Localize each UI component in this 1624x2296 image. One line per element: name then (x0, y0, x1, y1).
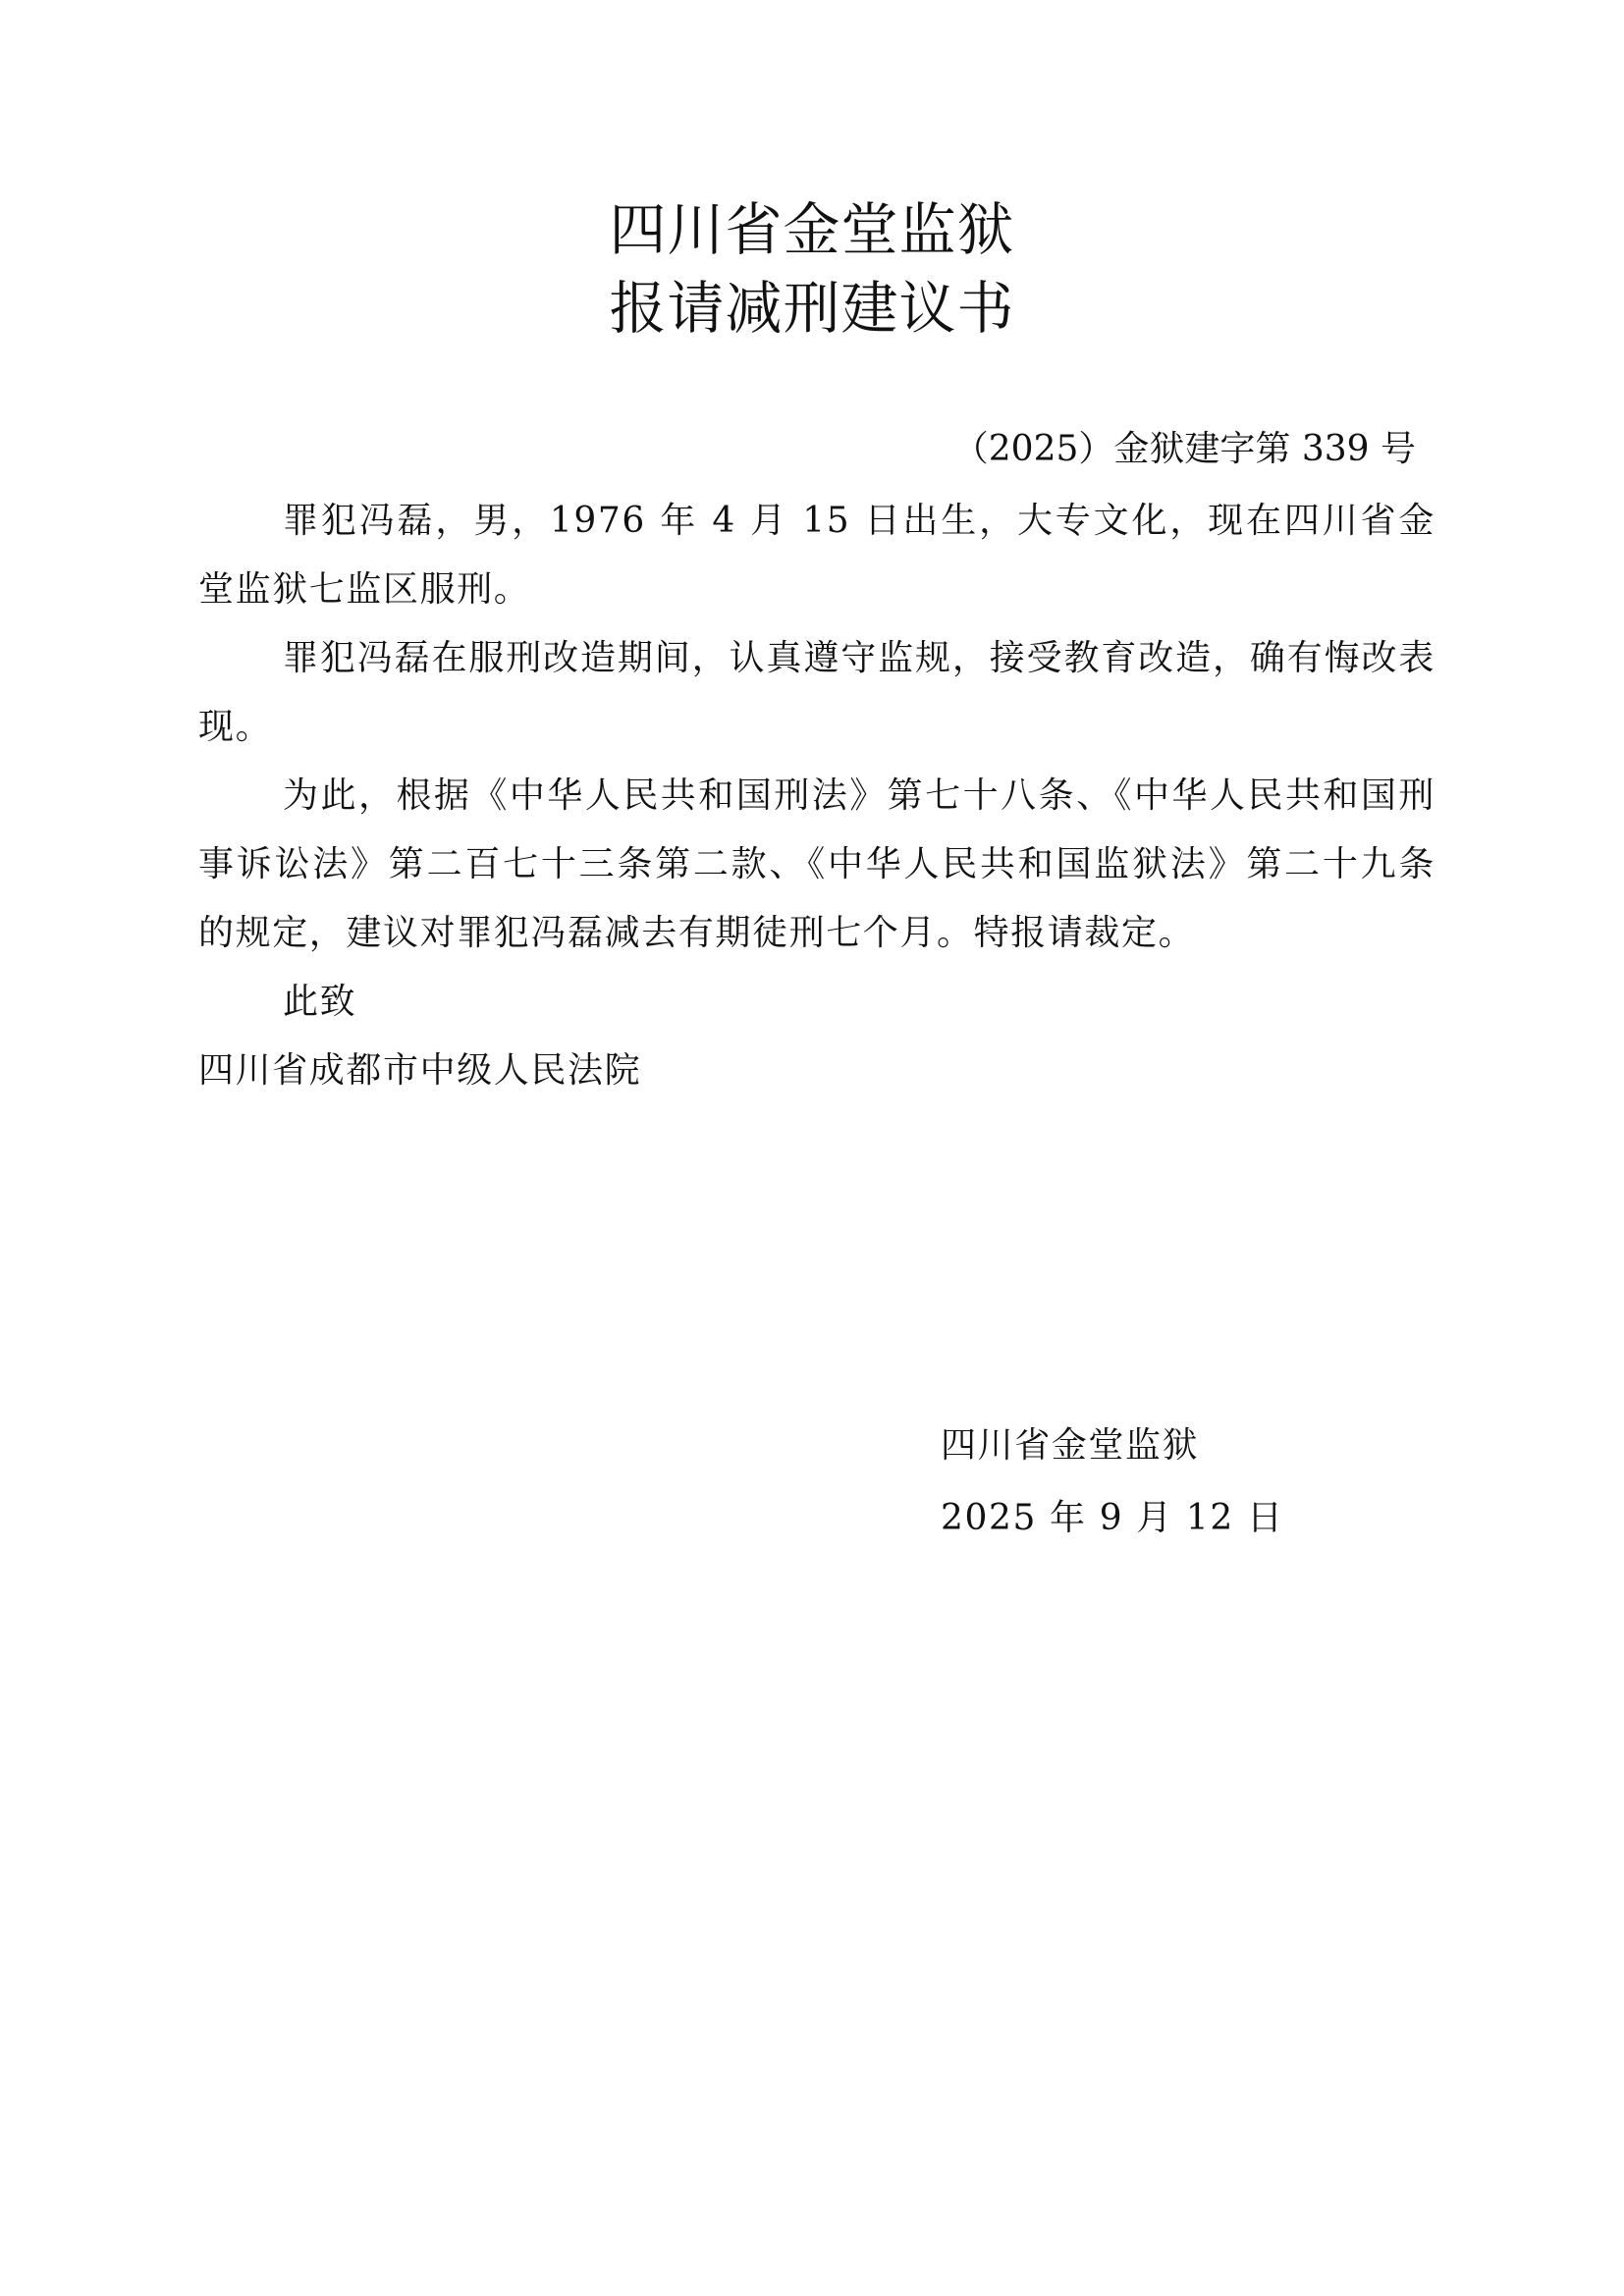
signature-date: 2025 年 9 月 12 日 (941, 1498, 1284, 1538)
paragraph-conduct: 罪犯冯磊在服刑改造期间，认真遵守监规，接受教育改造，确有悔改表现。 (198, 638, 1435, 747)
document-title-line-2: 报请减刑建议书 (609, 275, 1015, 342)
recipient-court: 四川省成都市中级人民法院 (198, 1050, 642, 1091)
closing-salutation: 此致 (283, 982, 357, 1022)
signature-block (941, 1410, 1284, 1555)
document-title-line-1: 四川省金堂监狱 (609, 196, 1015, 263)
document-number: （2025）金狱建字第 339 号 (952, 429, 1416, 469)
paragraph-recommendation: 为此，根据《中华人民共和国刑法》第七十八条、《中华人民共和国刑事诉讼法》第二百七十三条第二款、《中华人民共和国监狱法》第二十九条的规定，建议对罪犯冯磊减去有期徒刑七个月。特报请裁定。 (198, 775, 1435, 953)
document-body (198, 487, 1435, 1105)
signature-organization: 四川省金堂监狱 (941, 1425, 1200, 1466)
paragraph-prisoner-info: 罪犯冯磊，男，1976 年 4 月 15 日出生，大专文化，现在四川省金堂监狱七监区服刑。 (198, 501, 1435, 610)
